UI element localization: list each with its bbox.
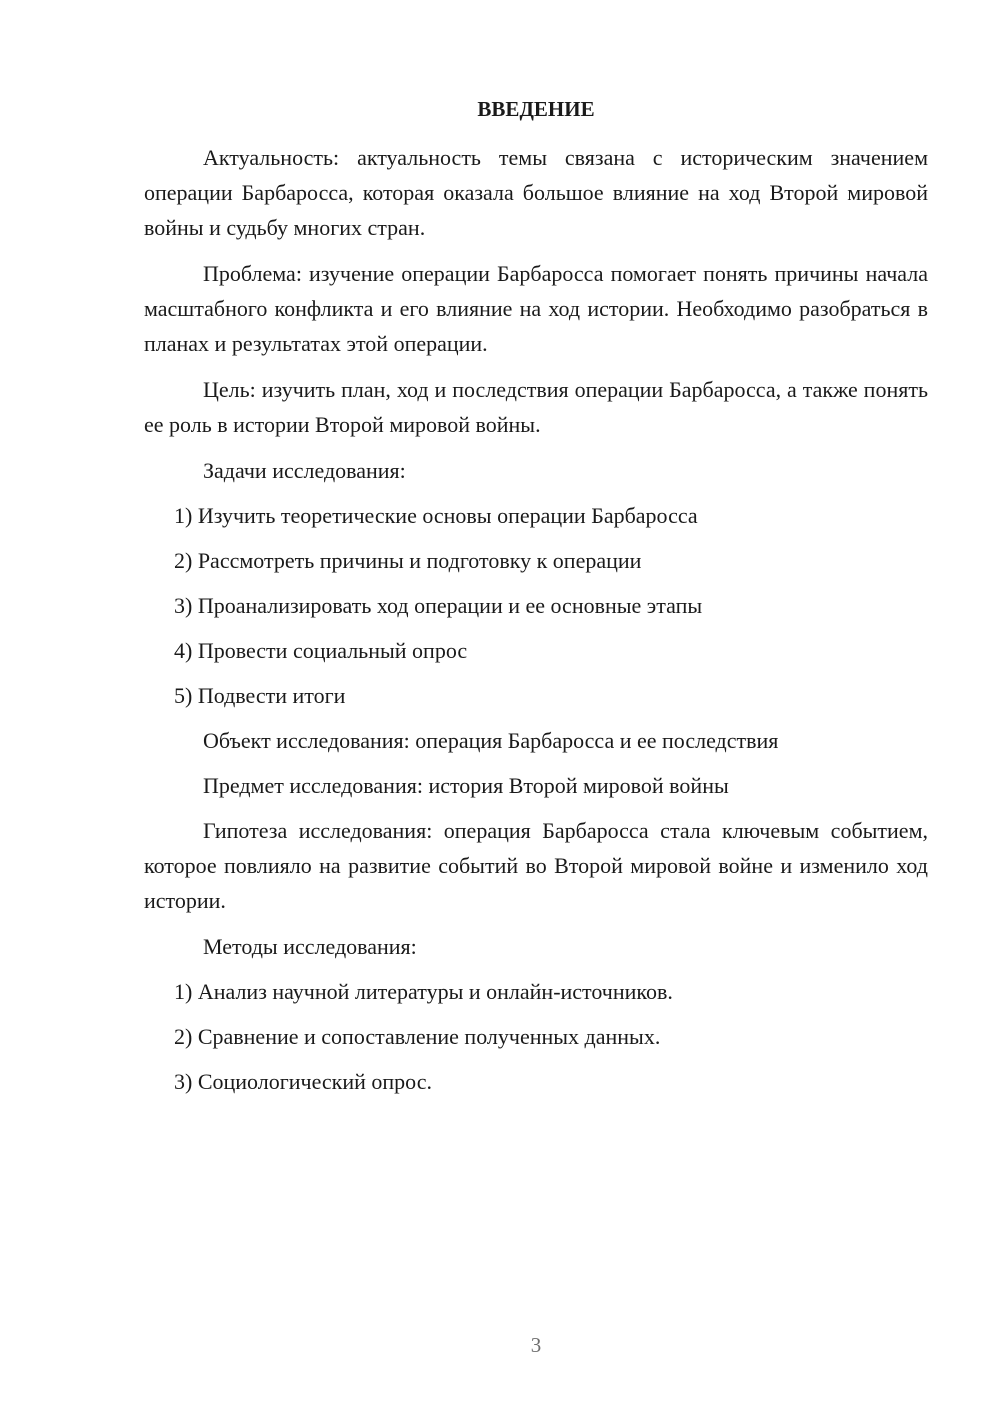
list-item: 1) Анализ научной литературы и онлайн-источников. <box>174 979 673 1004</box>
relevance-paragraph: Актуальность: актуальность темы связана с историческим значением операции Барбаросса, которая оказала большое влияние на ход Второй мировой войны и судьбу многих стран. <box>144 145 928 240</box>
list-item: 5) Подвести итоги <box>174 683 346 708</box>
list-item: 2) Рассмотреть причины и подготовку к операции <box>174 548 642 573</box>
page-number: 3 <box>530 1333 542 1357</box>
list-item: 1) Изучить теоретические основы операции Барбаросса <box>174 503 698 528</box>
tasks-heading: Задачи исследования: <box>203 458 406 483</box>
goal-paragraph: Цель: изучить план, ход и последствия операции Барбаросса, а также понять ее роль в истории Второй мировой войны. <box>144 377 928 437</box>
hypothesis-paragraph: Гипотеза исследования: операция Барбаросса стала ключевым событием, которое повлияло на развитие событий во Второй мировой войне и изменило ход истории. <box>144 818 928 913</box>
list-item: 4) Провести социальный опрос <box>174 638 468 663</box>
methods-list <box>144 974 928 1099</box>
list-item: 2) Сравнение и сопоставление полученных данных. <box>174 1024 661 1049</box>
methods-heading: Методы исследования: <box>203 934 417 959</box>
problem-paragraph: Проблема: изучение операции Барбаросса помогает понять причины начала масштабного конфликта и его влияние на ход истории. Необходимо разобраться в планах и результатах этой операции. <box>144 261 928 356</box>
tasks-list <box>144 498 928 713</box>
document-page <box>144 94 928 1109</box>
subject-paragraph: Предмет исследования: история Второй мировой войны <box>203 773 729 798</box>
page-title: ВВЕДЕНИЕ <box>477 97 595 121</box>
object-paragraph: Объект исследования: операция Барбаросса и ее последствия <box>203 728 779 753</box>
list-item: 3) Проанализировать ход операции и ее основные этапы <box>174 593 703 618</box>
list-item: 3) Социологический опрос. <box>174 1069 432 1094</box>
